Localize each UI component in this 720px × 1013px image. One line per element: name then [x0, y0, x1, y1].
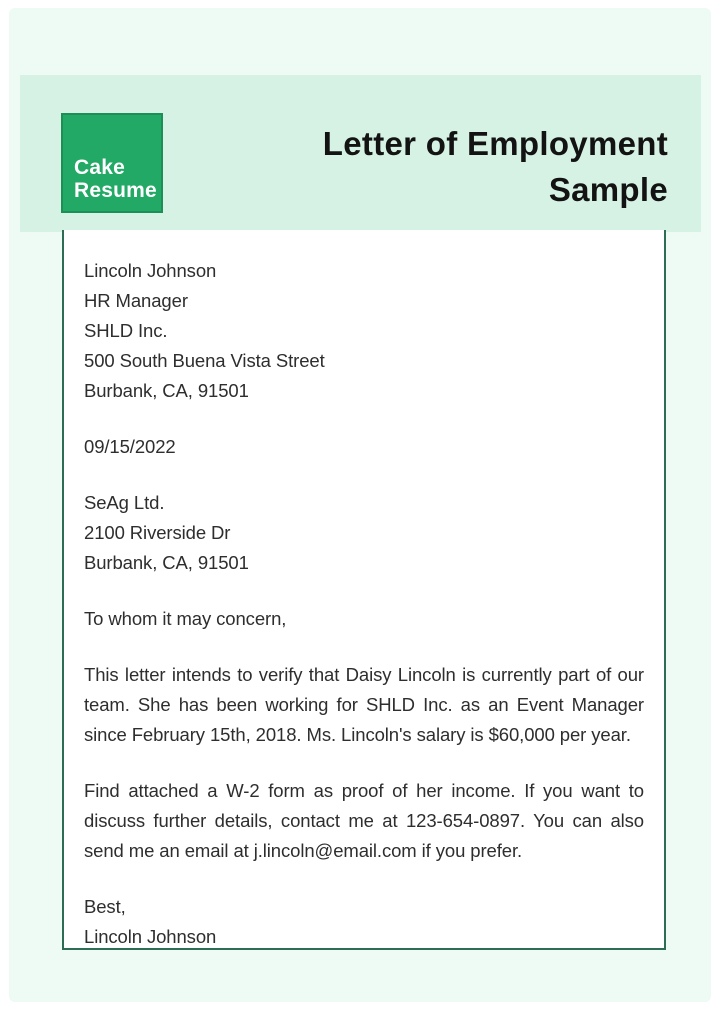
logo-wordmark: [74, 156, 157, 202]
page-title: [323, 121, 668, 213]
logo-wordmark-line1: Cake: [74, 156, 126, 179]
recipient-line: 2100 Riverside Dr: [84, 522, 231, 543]
letter-date: 09/15/2022: [84, 436, 176, 457]
logo-wordmark-line2: Resume: [74, 179, 157, 202]
closing-block: [84, 892, 644, 950]
recipient-address-block: [84, 488, 644, 578]
letter-paragraph: Find attached a W-2 form as proof of her income. If you want to discuss further details, contact me at 123-654-0897. You can also send me an email at j.lincoln@email.com if you prefer.: [84, 780, 644, 861]
recipient-line: Burbank, CA, 91501: [84, 552, 249, 573]
sender-line: SHLD Inc.: [84, 320, 168, 341]
sender-line: Burbank, CA, 91501: [84, 380, 249, 401]
closing-line: Best,: [84, 896, 126, 917]
letter-card: [62, 230, 666, 950]
salutation: To whom it may concern,: [84, 608, 287, 629]
cakeresume-logo: [61, 113, 163, 213]
closing-line: Lincoln Johnson: [84, 926, 217, 947]
letter-body: [84, 256, 644, 950]
letter-paragraph: This letter intends to verify that Daisy Lincoln is currently part of our team. She has been working for SHLD Inc. as an Event Manager since February 15th, 2018. Ms. Lincoln's salary is $60,000 per year.: [84, 664, 644, 745]
sender-address-block: [84, 256, 644, 406]
sender-line: Lincoln Johnson: [84, 260, 217, 281]
sender-line: 500 South Buena Vista Street: [84, 350, 325, 371]
page-title-line2: Sample: [548, 171, 668, 208]
sender-line: HR Manager: [84, 290, 188, 311]
recipient-line: SeAg Ltd.: [84, 492, 165, 513]
page-title-line1: Letter of Employment: [322, 125, 668, 162]
